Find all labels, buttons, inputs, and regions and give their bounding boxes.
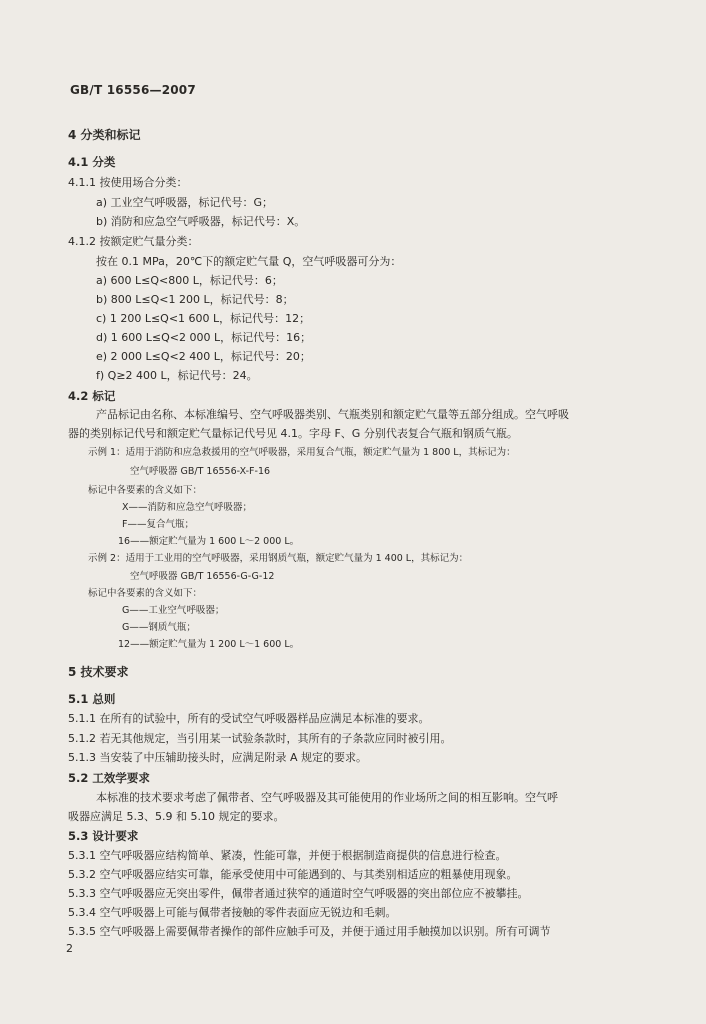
text-line: 5.3.1 空气呼吸器应结构简单、紧凑，性能可靠，并便于根据制造商提供的信息进行检查。 bbox=[68, 849, 507, 862]
text-line: 5.3 设计要求 bbox=[68, 829, 139, 843]
text-line: 4.2 标记 bbox=[68, 389, 116, 403]
text-line: f) Q≥2 400 L，标记代号：24。 bbox=[96, 369, 258, 382]
text-line: 产品标记由名称、本标准编号、空气呼吸器类别、气瓶类别和额定贮气量等五部分组成。空气呼吸 bbox=[96, 408, 569, 421]
page-number: 2 bbox=[66, 942, 73, 955]
text-line: 5.3.5 空气呼吸器上需要佩带者操作的部件应触手可及，并便于通过用手触摸加以识别。所有可调节 bbox=[68, 925, 551, 938]
text-line: 5.3.3 空气呼吸器应无突出零件，佩带者通过狭窄的通道时空气呼吸器的突出部位应不被攀挂。 bbox=[68, 887, 529, 900]
text-line: 5 技术要求 bbox=[68, 665, 129, 679]
text-line: G——钢质气瓶； bbox=[122, 622, 196, 633]
text-line: b) 800 L≤Q<1 200 L，标记代号：8； bbox=[96, 293, 294, 306]
text-line: 12——额定贮气量为 1 200 L～1 600 L。 bbox=[118, 639, 300, 650]
text-line: 器的类别标记代号和额定贮气量标记代号见 4.1。字母 F、G 分别代表复合气瓶和钢质气瓶。 bbox=[68, 427, 518, 440]
text-line: 5.1 总则 bbox=[68, 692, 116, 706]
text-line: F——复合气瓶； bbox=[122, 519, 194, 530]
text-line: 5.1.3 当安装了中压辅助接头时，应满足附录 A 规定的要求。 bbox=[68, 751, 368, 764]
text-line: X——消防和应急空气呼吸器； bbox=[122, 502, 253, 513]
text-line: G——工业空气呼吸器； bbox=[122, 605, 225, 616]
text-line: a) 600 L≤Q<800 L，标记代号：6； bbox=[96, 274, 283, 287]
text-line: 4.1 分类 bbox=[68, 155, 116, 169]
text-line: 5.3.2 空气呼吸器应结实可靠，能承受使用中可能遇到的、与其类别相适应的粗暴使用现象。 bbox=[68, 868, 518, 881]
text-line: b) 消防和应急空气呼吸器，标记代号：X。 bbox=[96, 215, 306, 228]
text-line: 吸器应满足 5.3、5.9 和 5.10 规定的要求。 bbox=[68, 810, 285, 823]
text-line: d) 1 600 L≤Q<2 000 L，标记代号：16； bbox=[96, 331, 312, 344]
text-line: 示例 2：适用于工业用的空气呼吸器，采用钢质气瓶，额定贮气量为 1 400 L，其标记为： bbox=[88, 553, 469, 564]
text-line: 5.1.2 若无其他规定，当引用某一试验条款时，其所有的子条款应同时被引用。 bbox=[68, 732, 452, 745]
text-line: 16——额定贮气量为 1 600 L～2 000 L。 bbox=[118, 536, 300, 547]
text-line: 4.1.1 按使用场合分类： bbox=[68, 176, 188, 189]
text-line: 4.1.2 按额定贮气量分类： bbox=[68, 235, 199, 248]
text-line: 标记中各要素的含义如下： bbox=[88, 485, 203, 496]
text-line: e) 2 000 L≤Q<2 400 L，标记代号：20； bbox=[96, 350, 311, 363]
text-line: 5.2 工效学要求 bbox=[68, 771, 150, 785]
text-line: 空气呼吸器 GB/T 16556-G-G-12 bbox=[130, 571, 275, 582]
text-line: 空气呼吸器 GB/T 16556-X-F-16 bbox=[130, 466, 271, 477]
text-line: 按在 0.1 MPa，20℃下的额定贮气量 Q，空气呼吸器可分为： bbox=[96, 255, 402, 268]
standard-header: GB/T 16556—2007 bbox=[70, 83, 196, 97]
text-line: 4 分类和标记 bbox=[68, 128, 141, 142]
text-line: a) 工业空气呼吸器，标记代号：G； bbox=[96, 196, 274, 209]
text-line: 示例 1：适用于消防和应急救援用的空气呼吸器，采用复合气瓶，额定贮气量为 1 800 L，其标记为： bbox=[88, 447, 516, 458]
text-line: 本标准的技术要求考虑了佩带者、空气呼吸器及其可能使用的作业场所之间的相互影响。空气呼 bbox=[96, 791, 558, 804]
text-line: 5.3.4 空气呼吸器上可能与佩带者接触的零件表面应无锐边和毛刺。 bbox=[68, 906, 397, 919]
text-line: c) 1 200 L≤Q<1 600 L，标记代号：12； bbox=[96, 312, 311, 325]
text-line: 标记中各要素的含义如下： bbox=[88, 588, 203, 599]
text-line: 5.1.1 在所有的试验中，所有的受试空气呼吸器样品应满足本标准的要求。 bbox=[68, 712, 430, 725]
